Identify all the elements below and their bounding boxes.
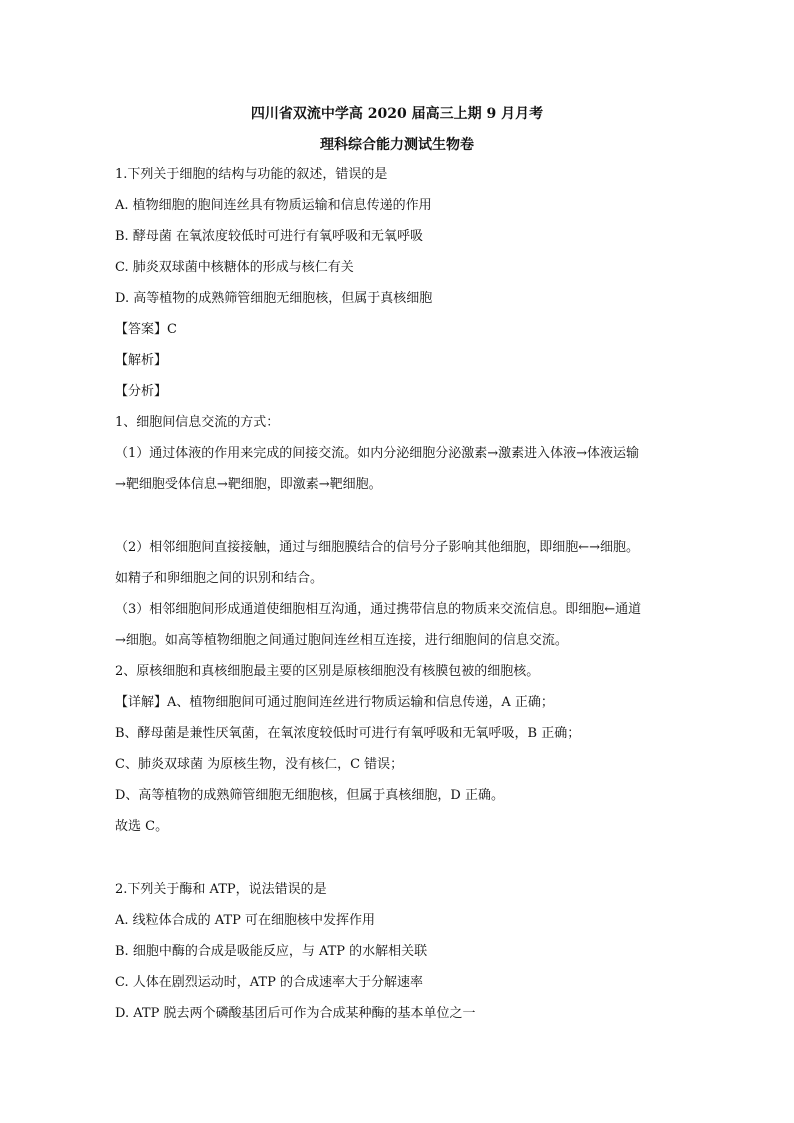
question-1-option-d: D. 高等植物的成熟筛管细胞无细胞核，但属于真核细胞 [115,291,433,306]
conclusion-line: 故选 C。 [115,819,169,834]
detail-line-a: 【详解】A、植物细胞间可通过胞间连丝进行物质运输和信息传递，A 正确； [115,695,554,710]
question-1-option-a: A. 植物细胞的胞间连丝具有物质运输和信息传递的作用 [115,198,432,213]
question-1-option-c: C. 肺炎双球菌中核糖体的形成与核仁有关 [115,260,354,275]
question-1-stem: 1.下列关于细胞的结构与功能的叙述，错误的是 [115,167,388,182]
question-2-stem: 2.下列关于酶和 ATP，说法错误的是 [115,882,327,897]
analysis-item-3-line-1: （3）相邻细胞间形成通道使细胞相互沟通，通过携带信息的物质来交流信息。即细胞←通道 [115,602,642,617]
question-2-option-d: D. ATP 脱去两个磷酸基团后可作为合成某种酶的基本单位之一 [115,1006,476,1021]
analysis-item-2-line-1: （2）相邻细胞间直接接触，通过与细胞膜结合的信号分子影响其他细胞，即细胞←→细胞。 [115,540,640,555]
analysis-point-2: 2、原核细胞和真核细胞最主要的区别是原核细胞没有核膜包被的细胞核。 [115,664,540,679]
analysis-item-1-line-2: →靶细胞受体信息→靶细胞，即激素→靶细胞。 [115,477,382,492]
analysis-subheading: 【分析】 [115,384,168,399]
analysis-item-2-line-2: 如精子和卵细胞之间的识别和结合。 [115,571,324,586]
detail-line-d: D、高等植物的成熟筛管细胞无细胞核，但属于真核细胞，D 正确。 [115,788,504,803]
document-subtitle: 理科综合能力测试生物卷 [320,137,474,153]
question-2-option-a: A. 线粒体合成的 ATP 可在细胞核中发挥作用 [115,913,376,928]
analysis-heading: 【解析】 [115,353,168,368]
detail-line-c: C、肺炎双球菌 为原核生物，没有核仁，C 错误； [115,757,404,772]
detail-line-b: B、酵母菌是兼性厌氧菌，在氧浓度较低时可进行有氧呼吸和无氧呼吸，B 正确； [115,726,581,741]
document-title: 四川省双流中学高 2020 届高三上期 9 月月考 [250,106,544,122]
question-1-option-b: B. 酵母菌 在氧浓度较低时可进行有氧呼吸和无氧呼吸 [115,229,423,244]
analysis-item-3-line-2: →细胞。如高等植物细胞之间通过胞间连丝相互连接，进行细胞间的信息交流。 [115,633,568,648]
question-2-option-c: C. 人体在剧烈运动时，ATP 的合成速率大于分解速率 [115,975,423,990]
analysis-item-1-line-1: （1）通过体液的作用来完成的间接交流。如内分泌细胞分泌激素→激素进入体液→体液运输 [115,446,640,461]
analysis-point-1: 1、细胞间信息交流的方式： [115,415,280,430]
answer-line: 【答案】C [115,322,177,337]
question-2-option-b: B. 细胞中酶的合成是吸能反应，与 ATP 的水解相关联 [115,944,428,959]
